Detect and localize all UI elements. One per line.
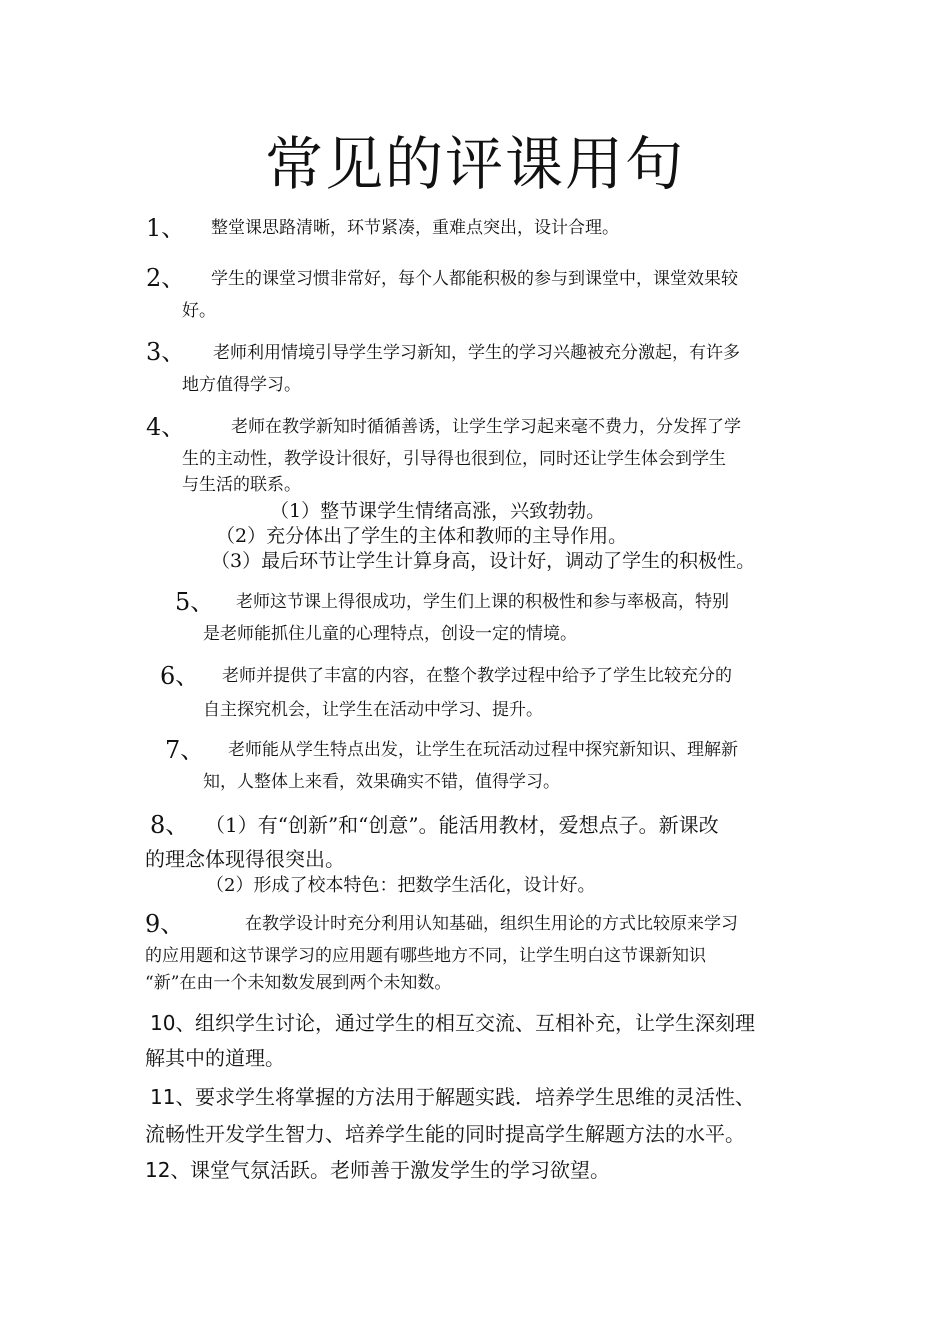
item-number: 12、 — [145, 1158, 191, 1182]
item-number: 9、 — [145, 910, 185, 938]
item-text: 要求学生将掌握的方法用于解题实践．培养学生思维的灵活性、 — [195, 1085, 755, 1109]
item-text: 老师在教学新知时循循善诱，让学生学习起来毫不费力，分发挥了学 — [231, 417, 741, 437]
item-text: 解其中的道理。 — [145, 1046, 285, 1070]
sub-item-text: （3）最后环节让学生计算身高，设计好，调动了学生的积极性。 — [211, 550, 756, 572]
item-text: 流畅性开发学生智力、培养学生能的同时提高学生解题方法的水平。 — [145, 1122, 745, 1146]
item-text: （2）形成了校本特色：把数学生活化，设计好。 — [206, 875, 596, 896]
sub-item-text: （2）充分体出了学生的主体和教师的主导作用。 — [216, 525, 628, 547]
item-text: 知，人整体上来看，效果确实不错，值得学习。 — [203, 772, 560, 792]
item-text: 生的主动性，教学设计很好，引导得也很到位，同时还让学生体会到学生 — [182, 449, 726, 469]
page-title: 常见的评课用句 — [264, 130, 685, 198]
item-text: 课堂气氛活跃。老师善于激发学生的学习欲望。 — [190, 1158, 610, 1182]
item-number: 4、 — [146, 413, 186, 441]
item-text: 老师这节课上得很成功，学生们上课的积极性和参与率极高，特别 — [236, 592, 729, 612]
item-number: 10、 — [150, 1011, 196, 1035]
item-text: 好。 — [182, 301, 216, 321]
item-text: 老师能从学生特点出发，让学生在玩活动过程中探究新知识、理解新 — [228, 740, 738, 760]
item-text: “新”在由一个未知数发展到两个未知数。 — [145, 973, 452, 993]
item-text: 组织学生讨论，通过学生的相互交流、互相补充，让学生深刻理 — [195, 1011, 755, 1035]
item-text: 的理念体现得很突出。 — [145, 847, 345, 871]
item-text: 老师并提供了丰富的内容，在整个教学过程中给予了学生比较充分的 — [222, 666, 732, 686]
item-number: 3、 — [146, 338, 186, 366]
item-text: 是老师能抓住儿童的心理特点，创设一定的情境。 — [203, 624, 577, 644]
item-number: 6、 — [160, 662, 200, 690]
item-text: 地方值得学习。 — [182, 375, 301, 395]
item-number: 2、 — [146, 264, 186, 292]
item-text: 在教学设计时充分利用认知基础，组织生用论的方式比较原来学习 — [245, 914, 738, 934]
item-text: 整堂课思路清晰，环节紧凑，重难点突出，设计合理。 — [211, 218, 619, 238]
item-text: （1）有“创新”和“创意”。能活用教材，爱想点子。新课改 — [205, 813, 719, 837]
sub-item-text: （1）整节课学生情绪高涨，兴致勃勃。 — [270, 500, 606, 522]
item-number: 5、 — [175, 588, 215, 616]
item-number: 1、 — [146, 214, 186, 242]
item-text: 学生的课堂习惯非常好，每个人都能积极的参与到课堂中，课堂效果较 — [211, 269, 738, 289]
item-text: 自主探究机会，让学生在活动中学习、提升。 — [203, 700, 543, 720]
item-text: 的应用题和这节课学习的应用题有哪些地方不同，让学生明白这节课新知识 — [145, 946, 706, 966]
item-text: 与生活的联系。 — [182, 475, 301, 495]
item-number: 8、 — [150, 811, 190, 839]
item-number: 7、 — [165, 736, 205, 764]
item-number: 11、 — [150, 1085, 196, 1109]
item-text: 老师利用情境引导学生学习新知，学生的学习兴趣被充分激起，有许多 — [213, 343, 740, 363]
